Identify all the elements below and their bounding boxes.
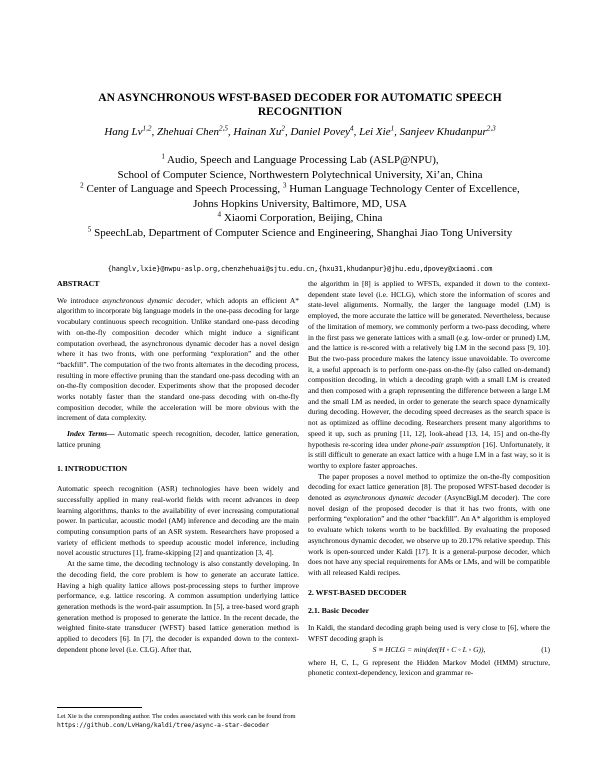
paper-title: AN ASYNCHRONOUS WFST-BASED DECODER FOR AUTOMATIC SPEECH RECOGNITION [98, 92, 502, 118]
affiliation-line: School of Computer Science, Northwestern Polytechnical University, Xi’an, China [117, 168, 483, 181]
equation-number: (1) [541, 644, 550, 654]
author: Sanjeev Khudanpur$^{2,3}$ [399, 124, 496, 138]
author: Zhehuai Chen$^{2,5}$ [156, 124, 228, 138]
intro-paragraph: Automatic speech recognition (ASR) technologies have been widely and successfully applied in many real-world fields with recent advances in deep learning algorithms, thanks to the availability of ever increasing computational power. In particular, acoustic model (AM) inference and decoding are the main computing consumption parts of an ASR system. Researchers have proposed a variety of efficient methods to speedup acoustic model inference, including novel acoustic structures [1], frame-skipping [2] and quantization [3, 4]. [57, 484, 299, 558]
affiliations [40, 153, 560, 241]
affiliation-line: $^1$ Audio, Speech and Language Processing Lab (ASLP@NPU), [161, 152, 439, 166]
affiliation-line: Johns Hopkins University, Baltimore, MD, USA [193, 197, 407, 210]
author-list: Hang Lv$^{1,2}$, Zhehuai Chen$^{2,5}$, Hainan Xu$^2$, Daniel Povey$^4$, Lei Xie$^1$, Sanjeev Khudanpur$^{2,3}$ [104, 124, 496, 138]
subsection-heading: 2.1. Basic Decoder [308, 606, 370, 616]
abstract-heading: ABSTRACT [57, 279, 100, 288]
footnote-rule [57, 707, 142, 708]
author: Hang Lv$^{1,2}$ [104, 124, 152, 138]
section2-paragraph: where H, C, L, G represent the Hidden Markov Model (HMM) structure, phonetic context-dependency, lexicon and grammar re- [308, 657, 550, 678]
affiliation-line: $^4$ Xiaomi Corporation, Beijing, China [217, 210, 383, 225]
author: Lei Xie$^1$ [359, 124, 395, 138]
intro-heading: 1. INTRODUCTION [57, 463, 128, 473]
right-column [308, 279, 550, 679]
equation-text: S ≡ HCLG = min(det(H ◦ C ◦ L ◦ G)), [372, 644, 486, 654]
left-column [57, 279, 299, 656]
footnote: Lei Xie is the corresponding author. The codes associated with this work can be found from https://github.com/LvHang/kaldi/tree/async-a-star-decoder [57, 713, 296, 729]
affiliation-line: $^2$ Center of Language and Speech Processing, $^3$ Human Language Technology Center of Excellence, [80, 181, 520, 196]
affiliation-line: $^5$ SpeechLab, Department of Computer Science and Engineering, Shanghai Jiao Tong University [87, 225, 513, 239]
equation-1 [308, 645, 550, 658]
section2-paragraph: In Kaldi, the standard decoding graph being used is very close to [6], where the WFST decoding graph is [308, 623, 550, 643]
footnote-link[interactable]: https://github.com/LvHang/kaldi/tree/async-a-star-decoder [57, 721, 270, 729]
index-terms: Index Terms— Automatic speech recognition, decoder, lattice generation, lattice pruning [57, 429, 299, 449]
intro-paragraph: At the same time, the decoding technology is also constantly developing. In the decoding field, the core problem is how to generate an accurate lattice. Having a high quality lattice allows post-processing steps to further improve performance, e.g. lattice rescoring. A common assumption underlying lattice generation methods is the word-pair assumption. In [5], a tree-based word graph generation method is proposed to generate the lattice. In the recent decade, the weighted finite-state transducer (WFST) based lattice generation method is applied to decoders [6]. In [7], the decoder is expanded down to the context-dependent phone level (i.e. CLG). After that, [57, 559, 299, 654]
abstract-text: We introduce asynchronous dynamic decoder, which adopts an efficient A* algorithm to incorporate big language models in the one-pass decoding for large vocabulary continuous speech recognition. Unlike standard one-pass decoding with on-the-fly composition decoder which might induce a significant computation overhead, the asynchronous dynamic decoder has a novel design where it has two fronts, with one performing “exploration” and the other “backfill”. The computation of the two fronts alternates in the decoding process, resulting in more effective pruning than the standard one-pass decoding with an on-the-fly composition decoder. Experiments show that the proposed decoder works notably faster than the standard one-pass decoding with on-the-fly composition decoder, while the acceleration will be more obvious with the increment of data complexity. [57, 295, 300, 423]
author: Hainan Xu$^2$ [233, 124, 285, 138]
author-emails: {hanglv,lxie}@nwpu-aslp.org,chenzhehuai@sjtu.edu.cn,{hxu31,khudanpur}@jhu.edu,dpovey@xiaomi.com [107, 265, 493, 273]
intro-paragraph: The paper proposes a novel method to optimize the on-the-fly composition decoding for exact lattice generation [8]. The proposed WFST-based decoder is denoted as asynchronous dynamic decoder (AsyncBigLM decoder). The core novel design of the proposed decoder is that it has two fronts, with one performing “exploration” and the other “backfill”. An A* algorithm is employed to evaluate which tokens worth to be backfilled. By evaluating the proposed asynchronous dynamic decoder, we observe up to 20.17% relative speedup. This work is open-sourced under Kaldi [17]. It is a general-purpose decoder, which does not have any special requirements for AMs or LMs, and will be compatible with all released Kaldi recipes. [308, 471, 550, 577]
intro-paragraph: the algorithm in [8] is applied to WFSTs, expanded it down to the context-dependent state level (i.e. HCLG), which store the information of scores and state-level alignments. Normally, the larger the language model (LM) is employed, the more accurate the lattice will be generated. Nevertheless, because of the limitation of memory, we commonly perform a two-pass decoding, where in the first pass we generate lattices with a small (e.g. low-order or pruned) LM, and the lattice is re-scored with a relatively big LM in the second pass [9, 10]. But the two-pass procedure makes the latency issue unavoidable. To overcome it, a useful approach is to perform one-pass on-the-fly (also called on-demand) composition decoding, in which a decoding graph with a small LM is created and then composed with a graph representing the difference between a large LM and the small LM as needed, in order to generate the search space dynamically during decoding. However, the decoding speed decreases as the search space is not as optimized as offline decoding. Researchers present many algorithms to speed it up, such as pruning [11, 12], look-ahead [13, 14, 15] and on-the-fly hypothesis re-scoring idea under phone-pair assumption [16]. Unfortunately, it is still difficult to generate an exact lattice with a huge LM in a fast way, so it is worthy to explore faster approaches. [308, 279, 551, 470]
author: Daniel Povey$^4$ [290, 124, 354, 138]
section2-heading: 2. WFST-BASED DECODER [308, 587, 407, 597]
